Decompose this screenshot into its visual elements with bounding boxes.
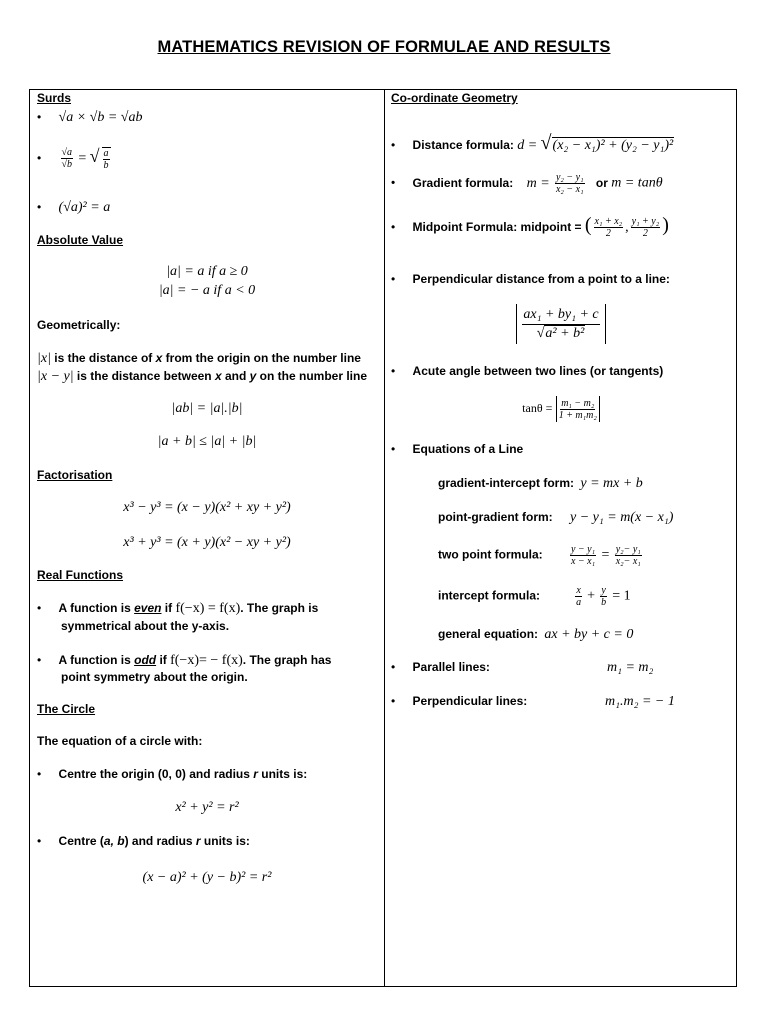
- surd-rule-1: • √a × √b = √ab: [37, 110, 143, 125]
- abs-triangle: |a + b| ≤ |a| + |b|: [157, 434, 257, 449]
- parallel-lines-expr: m₁ = m₂: [607, 660, 654, 675]
- odd-function-rule: • A function is odd if f(−x)= − f(x). The graph has: [37, 653, 332, 668]
- parallel-lines: • Parallel lines:: [391, 660, 490, 674]
- even-function-rule: • A function is even if f(−x) = f(x). The graph is: [37, 601, 319, 616]
- circle-equation-origin: x² + y² = r²: [175, 800, 239, 815]
- abs-def-2: |a| = − a if a < 0: [158, 283, 256, 298]
- coordinate-geometry-heading: Co-ordinate Geometry: [391, 91, 518, 105]
- acute-angle-label: • Acute angle between two lines (or tangents): [391, 364, 664, 378]
- distance-formula: • Distance formula: d = √(x₂ − x₁)² + (y₂ − y₁)²: [391, 132, 674, 154]
- point-gradient-form: point-gradient form: y − y₁ = m(x − x₁): [438, 510, 674, 525]
- circle-case-origin: • Centre the origin (0, 0) and radius r units is:: [37, 767, 308, 781]
- page-title: MATHEMATICS REVISION OF FORMULAE AND RESULTS: [157, 38, 611, 56]
- perpendicular-distance-formula: $\frac{\text{ax₁ + by₁ + c}}{\text{√a² + b²}}$: [385, 304, 737, 344]
- surds-heading: Surds: [37, 91, 72, 105]
- factorisation-2: x³ + y³ = (x + y)(x² − xy + y²): [123, 535, 291, 550]
- left-column: [30, 90, 384, 986]
- even-function-line2: symmetrical about the y-axis.: [61, 619, 230, 633]
- abs-product: |ab| = |a|.|b|: [171, 401, 243, 416]
- formula-table: [29, 89, 737, 987]
- factorisation-1: x³ − y³ = (x − y)(x² + xy + y²): [123, 500, 291, 515]
- general-equation: general equation: ax + by + c = 0: [438, 627, 634, 642]
- intercept-formula: intercept formula: $\frac{x}{a}$ + $\frac{y}{b}$ = 1: [438, 585, 631, 608]
- equations-of-line-label: • Equations of a Line: [391, 442, 524, 456]
- odd-function-line2: point symmetry about the origin.: [61, 670, 248, 684]
- abs-def-1: |a| = a if a ≥ 0: [166, 264, 248, 279]
- circle-case-general: • Centre (a, b) and radius r units is:: [37, 834, 250, 848]
- surd-rule-2: • $\frac{√a}{√b}$ = √ $\frac{a}{b}$: [37, 146, 109, 171]
- geom-line-2: |x − y| is the distance between x and y on the number line: [37, 369, 368, 384]
- gradient-formula: • Gradient formula: m = $\frac{\text{y₂ − y₁}}{\text{x₂ − x₁}}$ or m = tanθ: [391, 172, 663, 195]
- gradient-intercept-form: gradient-intercept form: y = mx + b: [438, 476, 643, 491]
- circle-heading: The Circle: [37, 702, 96, 716]
- midpoint-formula: • Midpoint Formula: midpoint = ( $\frac{\text{x₁ + x₂}}{2}$ , $\frac{\text{y₁ + y₂}}{2}$ ): [391, 214, 669, 240]
- two-point-formula: two point formula: $\frac{\text{y − y₁}}{\text{x − x₁}}$ = $\frac{\text{y₂− y₁}}{\text{x₂− x₁}}$: [438, 544, 641, 567]
- right-column: [385, 90, 737, 986]
- factorisation-heading: Factorisation: [37, 468, 113, 482]
- perpendicular-distance-label: • Perpendicular distance from a point to a line:: [391, 272, 670, 286]
- circle-intro: The equation of a circle with:: [37, 734, 203, 748]
- geometrically-label: Geometrically:: [37, 318, 121, 332]
- circle-equation-general: (x − a)² + (y − b)² = r²: [142, 870, 272, 885]
- geom-line-1: |x| is the distance of x from the origin on the number line: [37, 351, 361, 366]
- surd-rule-3: • (√a)² = a: [37, 200, 111, 215]
- perpendicular-lines-expr: m₁.m₂ = − 1: [605, 694, 675, 709]
- acute-angle-formula: tanθ = $\frac{\text{m₁ − m₂}}{\text{1 + m₁m₂}}$: [385, 396, 737, 422]
- real-functions-heading: Real Functions: [37, 568, 124, 582]
- absolute-value-heading: Absolute Value: [37, 233, 124, 247]
- perpendicular-lines: • Perpendicular lines:: [391, 694, 528, 708]
